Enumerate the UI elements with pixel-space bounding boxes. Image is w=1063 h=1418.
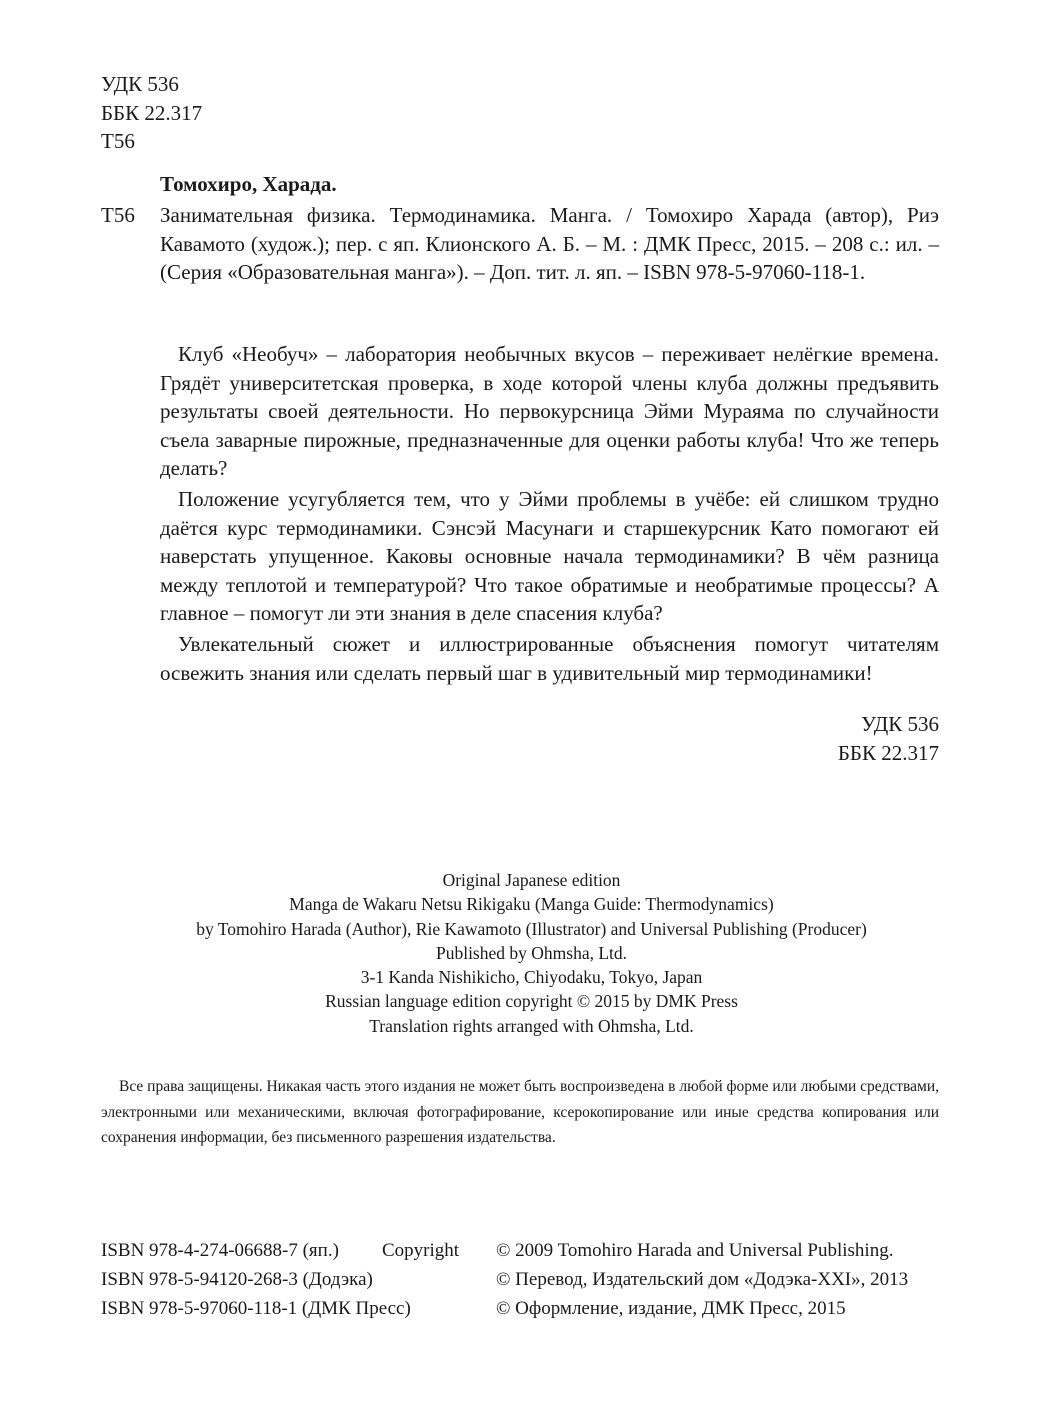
author-sign: Т56 <box>101 129 135 154</box>
isbn-list <box>101 1237 411 1323</box>
copyright-line: © Перевод, Издательский дом «Додэка-XXI», 2013 <box>496 1268 909 1290</box>
author-heading: Томохиро, Харада. <box>160 172 337 196</box>
original-edition-line: Original Japanese edition <box>442 870 621 890</box>
original-edition-line: Russian language edition copyright © 2015 by DMK Press <box>325 991 738 1012</box>
bbk-code-bottom: ББК 22.317 <box>837 740 939 765</box>
original-edition-block <box>0 868 1063 1038</box>
bibliography-code: Т56 <box>101 203 135 227</box>
classification-codes <box>101 70 202 156</box>
original-edition-line: by Tomohiro Harada (Author), Rie Kawamoto (Illustrator) and Universal Publishing (Producer) <box>196 918 867 939</box>
annotation-paragraph: Увлекательный сюжет и иллюстрированные объяснения помогут читателям освежить знания или сделать первый шаг в удивительный мир термодинамики! <box>160 631 939 685</box>
isbn-line: ISBN 978-5-97060-118-1 (ДМК Пресс) <box>101 1297 411 1319</box>
original-edition-line: 3-1 Kanda Nishikicho, Chiyodaku, Tokyo, Japan <box>360 967 703 988</box>
copyright-label: Copyright <box>382 1240 460 1261</box>
copyright-list <box>496 1237 908 1323</box>
isbn-line: ISBN 978-4-274-06688-7 (яп.) <box>101 1240 339 1261</box>
copyright-line: © Оформление, издание, ДМК Пресс, 2015 <box>496 1297 846 1319</box>
bibliographic-record: Занимательная физика. Термодинамика. Манга. / Томохиро Харада (автор), Риэ Кавамото (худож.); пер. с яп. Клионского А. Б. – М. : ДМК Пресс, 2015. – 208 с.: ил. – (Серия «Образовательная манга»). – Доп. тит. л. яп. – ISBN 978-5-97060-118-1. <box>160 203 939 285</box>
isbn-line: ISBN 978-5-94120-268-3 (Додэка) <box>101 1268 373 1290</box>
rights-notice: Все права защищены. Никакая часть этого издания не может быть воспроизведена в любой форме или любыми средствами, электронными или механическими, включая фотографирование, ксерокопирование или иные средства копирования или сохранения информации, без письменного разрешения издательства. <box>101 1078 939 1146</box>
udk-code: УДК 536 <box>101 72 179 96</box>
original-edition-line: Translation rights arranged with Ohmsha, Ltd. <box>369 1015 694 1036</box>
original-edition-line: Published by Ohmsha, Ltd. <box>435 942 628 963</box>
classification-codes-bottom <box>838 710 939 767</box>
annotation-paragraph: Клуб «Необуч» – лаборатория необычных вкусов – переживает нелёгкие времена. Грядёт университетская проверка, в ходе которой члены клуба должны предъявить результаты своей деятельности. Но первокурсница Эйми Мураяма по случайности съела заварные пирожные, предназначенные для оценки работы клуба! Что же теперь делать? <box>160 342 939 481</box>
copyright-line: © 2009 Tomohiro Harada and Universal Publishing. <box>496 1240 894 1261</box>
original-edition-line: Manga de Wakaru Netsu Rikigaku (Manga Guide: Thermodynamics) <box>289 894 774 915</box>
annotation-paragraph: Положение усугубляется тем, что у Эйми проблемы в учёбе: ей слишком трудно даётся курс термодинамики. Сэнсэй Масунаги и старшекурсник Като помогают ей наверстать упущенное. Каковы основные начала термодинамики? В чём разница между теплотой и температурой? Что такое обратимые и необратимые процессы? А главное – помогут ли эти знания в деле спасения клуба? <box>160 486 939 626</box>
udk-code-bottom: УДК 536 <box>861 712 939 736</box>
annotation <box>160 340 939 687</box>
bbk-code: ББК 22.317 <box>101 100 203 125</box>
